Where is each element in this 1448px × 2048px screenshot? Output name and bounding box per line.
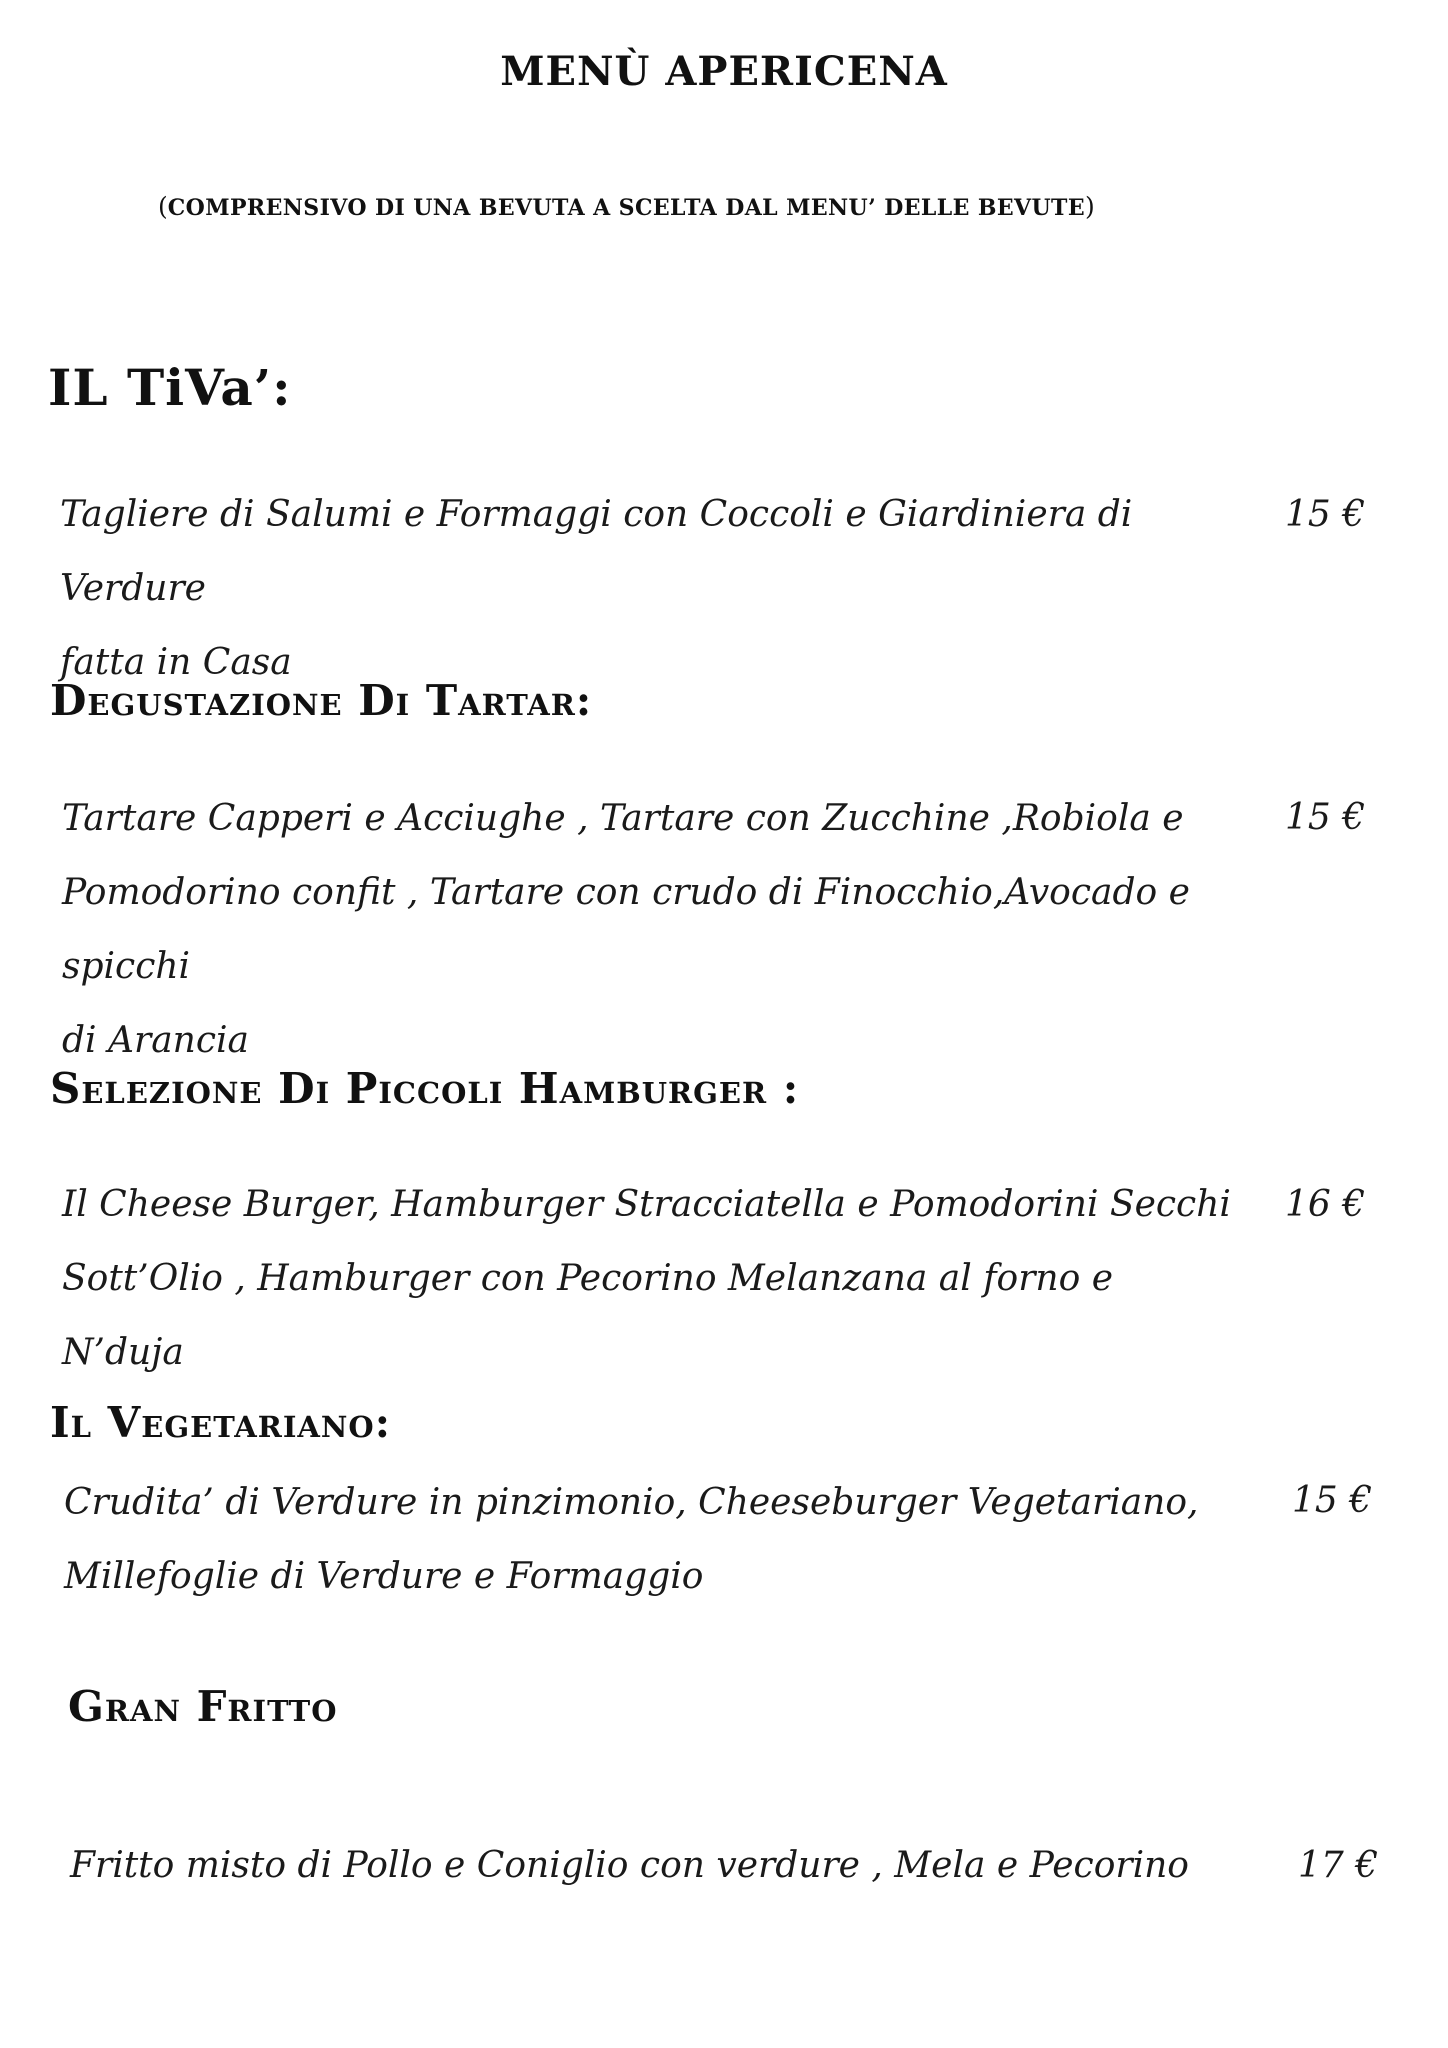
item-price-gran-fritto: 17 € xyxy=(1298,1845,1379,1886)
section-heading-gran-fritto: Gran Fritto xyxy=(68,1682,338,1731)
subtitle-close-paren: ) xyxy=(1085,192,1095,221)
item-description-gran-fritto: Fritto misto di Pollo e Coniglio con verdure , Mela e Pecorino xyxy=(70,1845,1189,1886)
section-heading-il-vegetariano: Il Vegetariano: xyxy=(50,1398,392,1447)
item-price-degustazione-di-tartar: 15 € xyxy=(1285,797,1366,838)
section-heading-il-tiva: IL TiVa’: xyxy=(48,358,292,417)
page-title: MENÙ APERICENA xyxy=(500,48,948,95)
item-description-il-tiva: Tagliere di Salumi e Formaggi con Coccoli e Giardiniera di Verdure fatta in Casa xyxy=(60,494,1133,683)
subtitle xyxy=(158,192,1095,221)
item-price-il-vegetariano: 15 € xyxy=(1292,1480,1373,1521)
item-description-selezione-piccoli-hamburger: Il Cheese Burger, Hamburger Stracciatella e Pomodorini Secchi Sott’Olio , Hamburger con Pecorino Melanzana al forno e N’duja xyxy=(62,1184,1231,1373)
item-price-selezione-piccoli-hamburger: 16 € xyxy=(1285,1184,1366,1225)
item-description-il-vegetariano: Crudita’ di Verdure in pinzimonio, Cheeseburger Vegetariano, Millefoglie di Verdure e Formaggio xyxy=(64,1482,1199,1597)
item-price-il-tiva: 15 € xyxy=(1285,494,1366,535)
subtitle-open-paren: ( xyxy=(158,192,168,221)
item-description-degustazione-di-tartar: Tartare Capperi e Acciughe , Tartare con Zucchine ,Robiola e Pomodorino confit , Tartare con crudo di Finocchio,Avocado e spicchi di Arancia xyxy=(62,798,1190,1061)
section-heading-degustazione-di-tartar: Degustazione Di Tartar: xyxy=(50,676,593,725)
subtitle-text: COMPRENSIVO DI UNA BEVUTA A SCELTA DAL MENU’ DELLE BEVUTE xyxy=(167,195,1085,221)
section-heading-selezione-piccoli-hamburger: Selezione Di Piccoli Hamburger : xyxy=(50,1064,800,1113)
